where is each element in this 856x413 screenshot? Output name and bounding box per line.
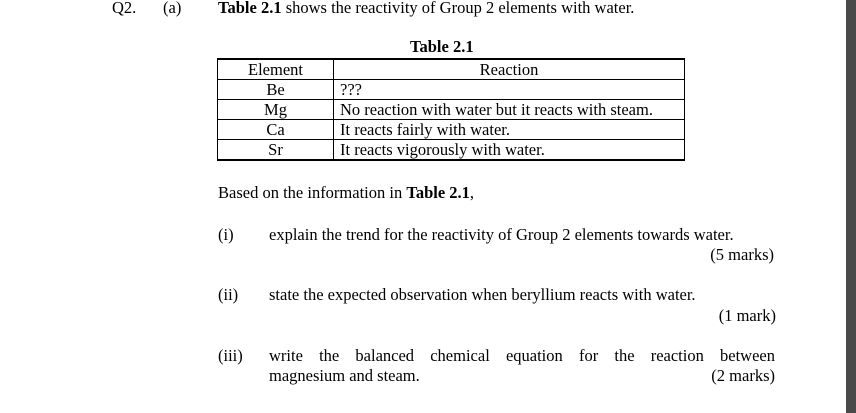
marks-label: (2 marks)	[711, 366, 775, 385]
reaction-cell: It reacts fairly with water.	[334, 120, 685, 140]
header-reaction: Reaction	[334, 59, 685, 80]
prompt-text: Based on the information in	[218, 183, 407, 202]
subquestion-label: (iii)	[218, 346, 243, 365]
prompt-table-reference: Table 2.1	[406, 183, 470, 202]
subquestion-text: state the expected observation when beryllium reacts with water.	[269, 285, 696, 304]
table-row	[218, 80, 685, 100]
subquestion-text-continued: magnesium and steam.	[269, 366, 420, 385]
table-reference: Table 2.1	[218, 0, 282, 17]
table-row	[218, 140, 685, 161]
table-header-row	[218, 59, 685, 80]
reactivity-table	[217, 58, 685, 161]
marks-label: (1 mark)	[718, 306, 776, 325]
element-cell: Sr	[218, 140, 334, 161]
question-number: Q2.	[112, 0, 137, 17]
table-caption: Table 2.1	[410, 37, 474, 56]
header-element: Element	[218, 59, 334, 80]
element-cell: Be	[218, 80, 334, 100]
subquestion-label: (i)	[218, 225, 234, 244]
reaction-cell: It reacts vigorously with water.	[334, 140, 685, 161]
question-intro-text: shows the reactivity of Group 2 elements with water.	[281, 0, 635, 17]
question-intro	[218, 0, 634, 17]
table-row	[218, 120, 685, 140]
reaction-cell: ???	[334, 80, 685, 100]
subquestion-label: (ii)	[218, 285, 239, 304]
element-cell: Mg	[218, 100, 334, 120]
marks-label: (5 marks)	[710, 245, 774, 264]
table-row	[218, 100, 685, 120]
prompt-end: ,	[469, 183, 475, 202]
reaction-cell: No reaction with water but it reacts with steam.	[334, 100, 685, 120]
element-cell: Ca	[218, 120, 334, 140]
prompt-line	[218, 183, 474, 202]
subquestion-text: write the balanced chemical equation for the reaction between	[269, 346, 775, 365]
question-part-label: (a)	[163, 0, 182, 17]
subquestion-text: explain the trend for the reactivity of Group 2 elements towards water.	[269, 225, 734, 244]
scrollbar[interactable]	[846, 0, 856, 413]
